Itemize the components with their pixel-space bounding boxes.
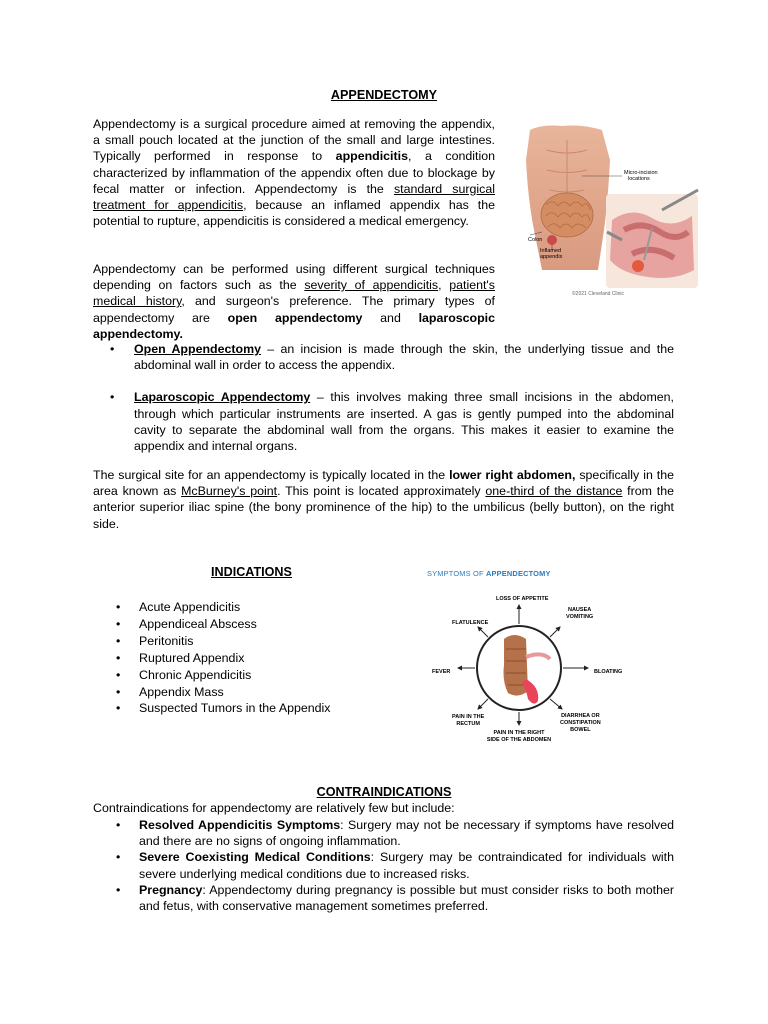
list-item xyxy=(93,341,674,373)
intro-text: , a condition characterized by inflammation of the appendix often due to blockage by fecal matter or infection. Appendectomy is the xyxy=(93,149,495,196)
list-item xyxy=(116,849,674,881)
bullet-icon: • xyxy=(116,882,121,897)
list-item: • Appendiceal Abscess xyxy=(116,616,257,631)
link-medical-history[interactable]: patient's medical history xyxy=(93,278,495,309)
symptom-bloating: BLOATING xyxy=(594,669,623,675)
label-micro-incision: Micro-incision locations xyxy=(624,170,658,182)
label-inflamed-appendix: Inflamed appendix xyxy=(540,248,563,260)
indications-list xyxy=(116,599,396,717)
type-desc: – this involves making three small incisions in the abdomen, through which particular instruments are inserted. A gas is gently pumped into the abdominal cavity to separate the abdominal wall from the organs. This makes it easier to examine the appendix and internal organs. xyxy=(134,390,674,454)
list-item xyxy=(116,817,674,849)
bullet-icon: • xyxy=(116,850,121,865)
symptoms-title: SYMPTOMS OF APPENDECTOMY xyxy=(427,569,551,578)
site-text: . This point is located approximately xyxy=(277,484,486,499)
term-pregnancy: Pregnancy xyxy=(139,882,203,897)
list-item: • Suspected Tumors in the Appendix xyxy=(116,701,331,716)
list-item: • Ruptured Appendix xyxy=(116,650,245,665)
appendectomy-illustration xyxy=(512,120,704,300)
intro-text: , xyxy=(438,278,450,293)
bullet-icon: • xyxy=(116,667,121,682)
list-item: • Acute Appendicitis xyxy=(116,600,241,614)
contraindications-heading: CONTRAINDICATIONS xyxy=(316,785,452,799)
symptom-diarrhea-constipation: DIARRHEA OR CONSTIPATION BOWEL xyxy=(560,713,601,733)
intro-text: Appendectomy can be performed using different surgical techniques depending on factors such as the xyxy=(93,262,495,293)
surgical-site-paragraph xyxy=(93,467,674,532)
intro-text: and xyxy=(362,310,419,325)
figure-credit: ©2021 Cleveland Clinic xyxy=(572,291,625,297)
indications-heading: INDICATIONS xyxy=(211,565,292,579)
site-text: The surgical site for an appendectomy is typically located in the xyxy=(93,468,450,482)
term-severe-conditions: Severe Coexisting Medical Conditions xyxy=(139,850,371,865)
term-resolved-symptoms: Resolved Appendicitis Symptoms xyxy=(139,818,341,832)
intro-text: , and surgeon's preference. The primary types of appendectomy are xyxy=(93,294,495,325)
list-item xyxy=(116,882,674,914)
bullet-icon: • xyxy=(116,650,121,665)
contra-desc: : Surgery may be contraindicated for individuals with severe underlying medical conditions due to increased risks. xyxy=(139,850,674,881)
bold-open-appendectomy: open appendectomy xyxy=(227,310,363,325)
list-item: • Appendix Mass xyxy=(116,684,224,699)
contraindications-list xyxy=(116,817,674,914)
symptoms-diagram xyxy=(422,561,632,761)
symptom-pain-right-side: PAIN IN THE RIGHT SIDE OF THE ABDOMEN xyxy=(486,730,552,743)
page-title: APPENDECTOMY xyxy=(330,88,438,102)
site-text: specifically in the area known as xyxy=(93,468,675,499)
bold-lower-right-abdomen: lower right abdomen, xyxy=(449,468,576,482)
bullet-icon: • xyxy=(116,633,121,648)
bullet-icon: • xyxy=(110,390,115,405)
bullet-icon: • xyxy=(116,600,121,614)
bold-laparoscopic-appendectomy: laparoscopic appendectomy. xyxy=(93,310,496,341)
intro-paragraph-2 xyxy=(93,261,495,342)
site-text: from the anterior superior iliac spine (the bony prominence of the hip) to the umbilicus (belly button), on the right side. xyxy=(93,484,674,531)
inflamed-appendix-icon xyxy=(547,235,557,245)
abdomen-figure-icon xyxy=(512,120,704,300)
bullet-icon: • xyxy=(116,818,121,832)
symptom-nausea-vomiting: NAUSEA VOMITING xyxy=(566,607,594,620)
type-desc: – an incision is made through the skin, the underlying tissue and the abdominal wall in order to access the appendix. xyxy=(134,342,674,373)
symptom-loss-of-appetite: LOSS OF APPETITE xyxy=(496,596,549,602)
contraindications-intro: Contraindications for appendectomy are relatively few but include: xyxy=(93,801,455,815)
bullet-icon: • xyxy=(116,684,121,699)
link-severity[interactable]: severity of appendicitis xyxy=(304,278,439,293)
bullet-icon: • xyxy=(116,616,121,631)
term-open-appendectomy: Open Appendectomy xyxy=(134,342,261,356)
label-colon: Colon xyxy=(528,237,543,243)
list-item xyxy=(93,389,674,454)
symptom-fever: FEVER xyxy=(432,669,451,675)
bullet-icon: • xyxy=(116,701,121,716)
symptom-flatulence: FLATULENCE xyxy=(452,620,489,626)
contra-desc: : Appendectomy during pregnancy is possible but must consider risks to both mother and fetus, with conservative management sometimes preferred. xyxy=(139,882,674,914)
term-laparoscopic-appendectomy: Laparoscopic Appendectomy xyxy=(134,390,311,405)
intro-text: Appendectomy is a surgical procedure aimed at removing the appendix, a small pouch located at the junction of the small and large intestines. Typically performed in response to xyxy=(93,117,495,164)
link-mcburneys-point[interactable]: McBurney's point xyxy=(181,484,278,499)
intro-paragraph-1 xyxy=(93,116,495,229)
intro-text: , because an inflamed appendix has the potential to rupture, appendicitis is considered a medical emergency. xyxy=(93,198,495,229)
symptom-pain-rectum: PAIN IN THE RECTUM xyxy=(452,714,485,727)
list-item: • Chronic Appendicitis xyxy=(116,667,252,682)
contra-desc: : Surgery may not be necessary if symptoms have resolved and there are no signs of ongoing inflammation. xyxy=(139,818,674,849)
types-list xyxy=(93,341,674,454)
list-item: • Peritonitis xyxy=(116,633,194,648)
bullet-icon: • xyxy=(110,342,115,356)
link-one-third-distance[interactable]: one-third of the distance xyxy=(485,484,623,499)
link-standard-treatment[interactable]: standard surgical treatment for appendicitis xyxy=(93,181,495,213)
intro-bold-appendicitis: appendicitis xyxy=(335,149,408,164)
